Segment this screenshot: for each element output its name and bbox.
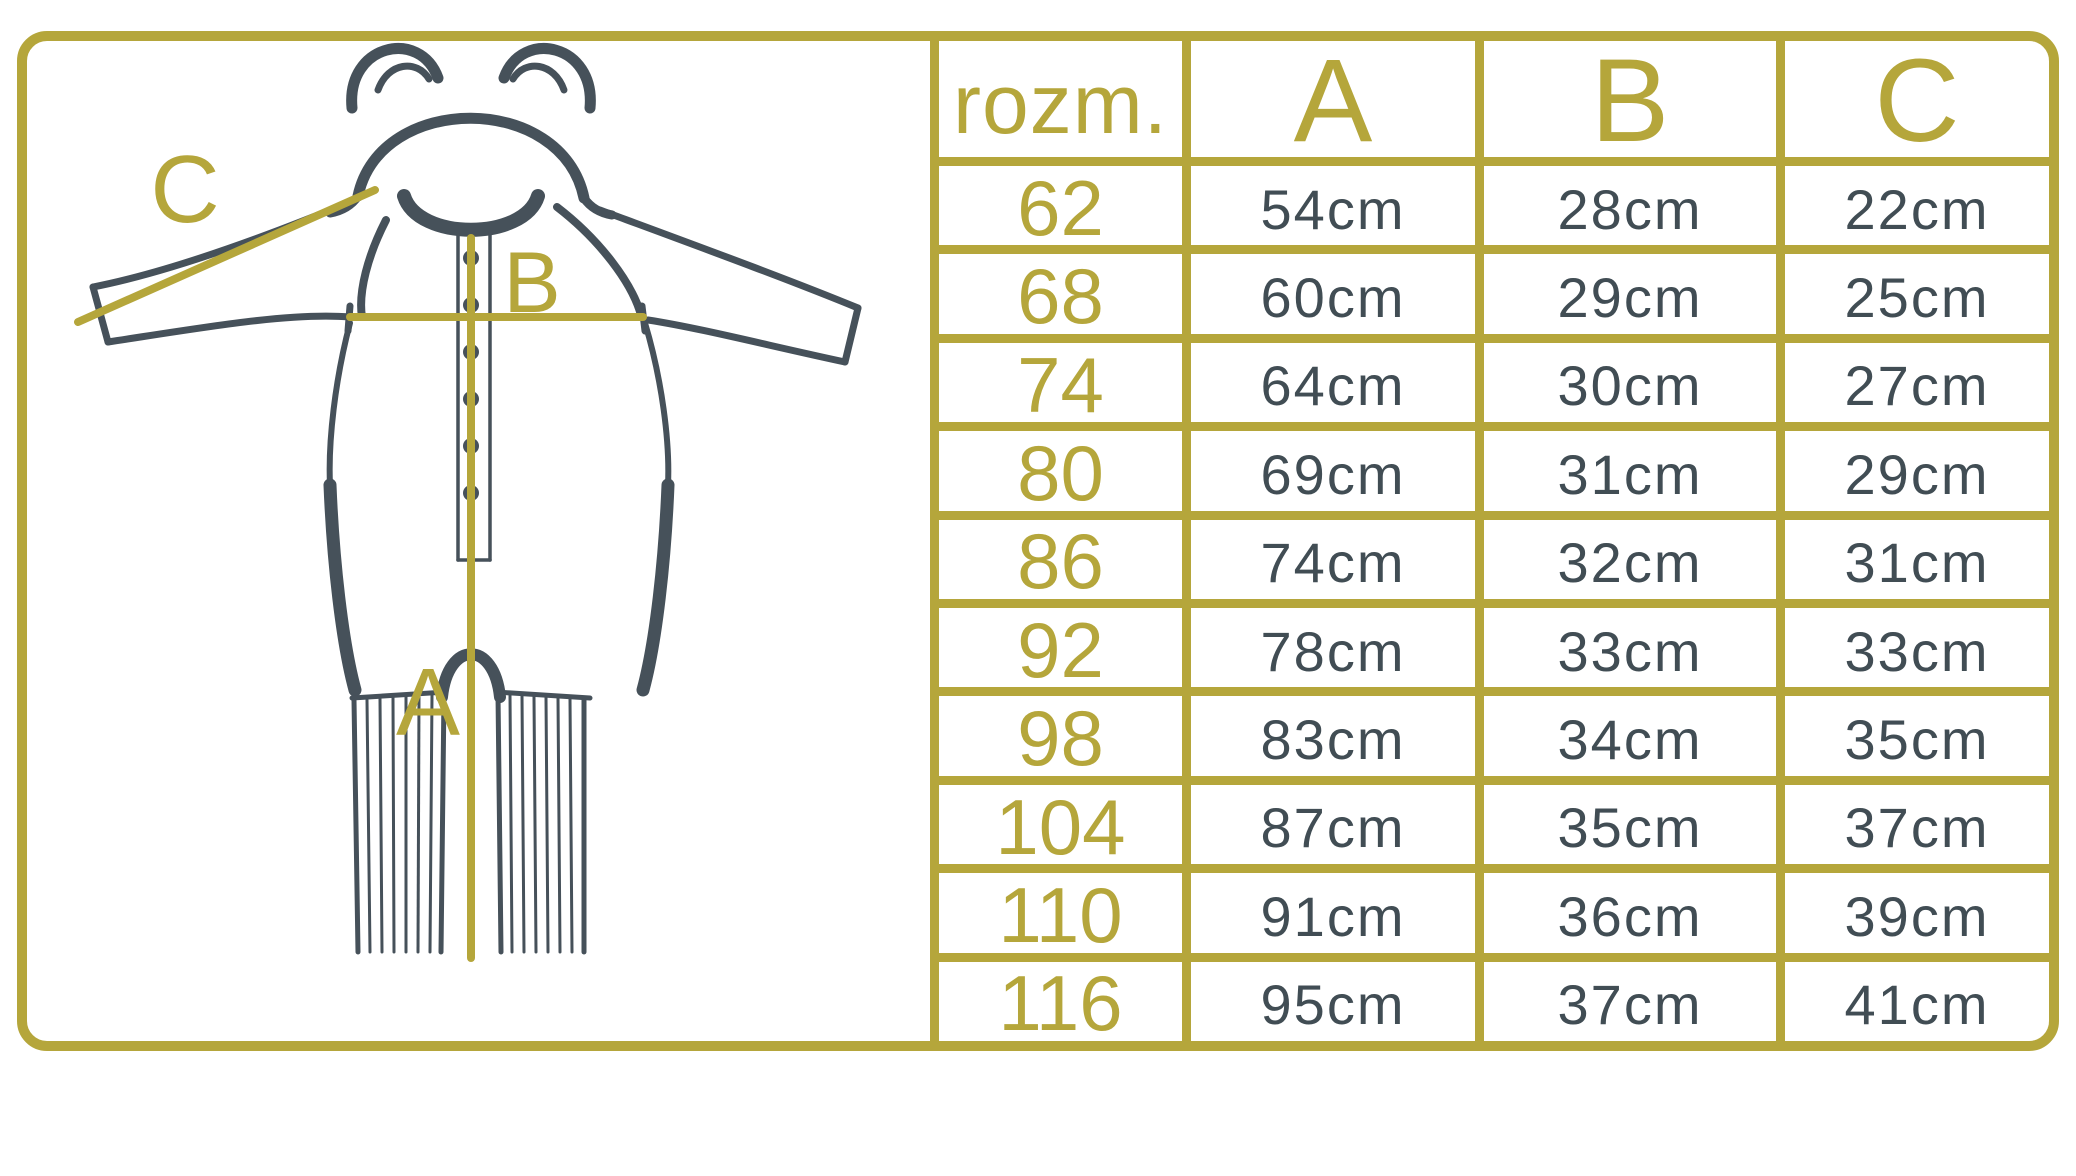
table-row-size: 74 (939, 343, 1182, 422)
table-cell-a: 60cm (1191, 254, 1475, 333)
table-cell-b: 36cm (1484, 873, 1776, 952)
size-table (930, 41, 2049, 1041)
sleeve-left (93, 200, 355, 342)
table-cell-a: 64cm (1191, 343, 1475, 422)
table-row-size: 110 (939, 873, 1182, 952)
measure-label-b: B (503, 235, 561, 331)
table-row-size: 68 (939, 254, 1182, 333)
table-cell-b: 29cm (1484, 254, 1776, 333)
table-cell-a: 69cm (1191, 431, 1475, 510)
table-cell-c: 25cm (1785, 254, 2049, 333)
table-cell-c: 22cm (1785, 166, 2049, 245)
table-cell-b: 30cm (1484, 343, 1776, 422)
header-col-b: B (1484, 41, 1776, 157)
table-cell-b: 33cm (1484, 608, 1776, 687)
sleeve-right (600, 210, 858, 362)
table-cell-a: 83cm (1191, 696, 1475, 775)
table-cell-c: 31cm (1785, 520, 2049, 599)
armhole-seam-left (361, 220, 386, 317)
table-cell-c: 29cm (1785, 431, 2049, 510)
body-side-right (643, 323, 668, 690)
measure-label-a: A (395, 649, 461, 756)
table-cell-a: 91cm (1191, 873, 1475, 952)
romper-diagram (40, 40, 920, 1050)
table-cell-c: 39cm (1785, 873, 2049, 952)
table-cell-c: 41cm (1785, 962, 2049, 1041)
bear-ears-icon (352, 49, 591, 108)
table-cell-b: 35cm (1484, 785, 1776, 864)
table-cell-b: 32cm (1484, 520, 1776, 599)
table-row-size: 86 (939, 520, 1182, 599)
table-row-size: 80 (939, 431, 1182, 510)
header-size-label: rozm. (939, 41, 1182, 157)
body-side-left (330, 323, 355, 690)
table-cell-b: 37cm (1484, 962, 1776, 1041)
table-cell-c: 27cm (1785, 343, 2049, 422)
table-cell-a: 78cm (1191, 608, 1475, 687)
leg-cuff-right (496, 692, 590, 952)
table-row-size: 92 (939, 608, 1182, 687)
table-row-size: 98 (939, 696, 1182, 775)
table-cell-b: 34cm (1484, 696, 1776, 775)
table-row-size: 116 (939, 962, 1182, 1041)
table-cell-b: 28cm (1484, 166, 1776, 245)
table-cell-b: 31cm (1484, 431, 1776, 510)
table-row-size: 62 (939, 166, 1182, 245)
table-cell-a: 95cm (1191, 962, 1475, 1041)
table-cell-a: 87cm (1191, 785, 1475, 864)
table-cell-c: 35cm (1785, 696, 2049, 775)
table-cell-c: 33cm (1785, 608, 2049, 687)
table-row-size: 104 (939, 785, 1182, 864)
table-cell-a: 74cm (1191, 520, 1475, 599)
measure-line-c (78, 190, 375, 322)
table-cell-c: 37cm (1785, 785, 2049, 864)
header-col-c: C (1785, 41, 2049, 157)
measure-label-c: C (150, 136, 220, 243)
header-col-a: A (1191, 41, 1475, 157)
table-cell-a: 54cm (1191, 166, 1475, 245)
